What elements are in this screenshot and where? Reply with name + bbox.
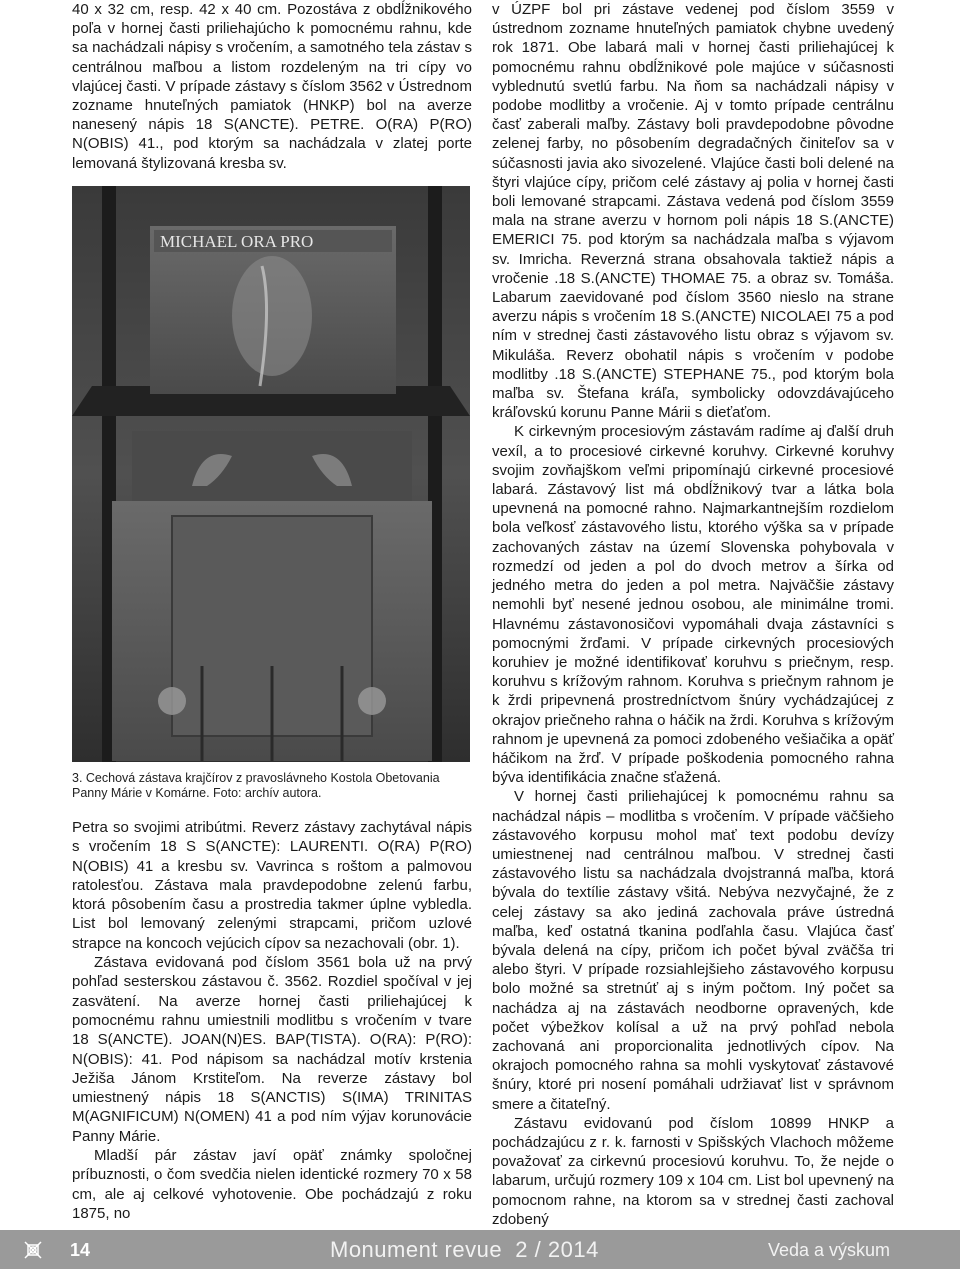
banner-photo	[72, 186, 470, 762]
ornament-icon	[22, 1239, 44, 1261]
paragraph-3561: Zástava evidovaná pod číslom 3561 bola už na prvý pohľad sesterskou zástavou č. 3562. Rozdiel spočíval v jej zasvätení. Na averze hornej časti priliehajúcej k pomocnému rahnu umiestnili modlitbu s vročením v tvare 18 S(ANCTE). JOAN(N)ES. BAP(TISTA). O(RA): P(RO): N(OBIS): 41. Pod nápisom sa nachádzal motív krstenia Ježiša Jánom Krstiteľom. Na reverze zástavy bol umiestnený nápis 18 S(ANCTIS) S(IMA) TRINITAS M(AGNIFICUM) N(OMEN) 41 a pod ním výjav korunovácie Panny Márie.	[72, 954, 472, 1145]
left-top-paragraph: 40 x 32 cm, resp. 42 x 40 cm. Pozostáva z obdĺžnikového poľa v hornej časti priliehajúcho k pomocnému rahnu, kde sa nachádzali nápisy s vročením, a samotného tela zástav s centrálnou maľbou a listom rozdeleným na tri cípy vo vlajúcej časti. V prípade zástavy s číslom 3562 v Ústrednom zozname hnuteľných pamiatok (HNKP) bol na averze nanesený nápis 18 S(ANCTE). PETRE. O(RA) P(RO) N(OBIS) 41., pod ktorým sa nachádzala v zlatej porte lemovaná štylizovaná kresba sv.	[72, 1, 472, 172]
photo-illustration	[72, 186, 470, 762]
banner-inscription: MICHAEL ORA PRO	[160, 232, 314, 251]
photo-caption: 3. Cechová zástava krajčírov z pravoslávneho Kostola Obetovania Panny Márie v Komárne. Foto: archív autora.	[72, 771, 440, 800]
section-name: Veda a výskum	[767, 1240, 890, 1260]
paragraph-mladsi-par: Mladší pár zástav javí opäť známky spoločnej príbuznosti, o čom svedčia nielen identické rozmery 70 x 58 cm, ale aj celkové vyhotovenie. Obe pochádzajú z roku 1875, no	[72, 1147, 472, 1222]
paragraph-horna-cast: V hornej časti priliehajúcej k pomocnému rahnu sa nachádzal nápis – modlitba s vročením. V prípade väčšieho zástavového korpusu mohol mať text podobu devízy umiestnenej nad centrálnou maľbou. V strednej časti zástavového listu sa nachádzala dvojstranná maľba, ktorá bývala do textílie zástavy všitá. Nebýva nezvyčajné, že z celej zástavy sa ako jediná zachovala práve ústredná maľba, keď ostatná tkanina podľahla času. Vlajúca časť bývala delená na cípy, pričom ich počet býval zväčša tri alebo štyri. V prípade rozsiahlejšieho zástavového korpusu bolo možné sa stretnúť aj s iným počtom. Iný počet sa nachádza aj na zástavách neodborne opravených, kde počet výbežkov kolísal a už na prvý pohľad nebola zachovaná ani proporcionalita jednotlivých cípov. Na okrajoch pomocného rahna sa mohli vyskytovať zástavové šnúry, ktoré pri nosení pomáhali udržiavať list v správnom smere a čitateľný.	[492, 788, 894, 1113]
paragraph-petra: Petra so svojimi atribútmi. Reverz zástavy zachytával nápis s vročením 18 S S(ANCTE): LAURENTI. O(RA) P(RO) N(OBIS) 41 a kresbu sv. Vavrinca s roštom a palmovou ratolesťou. Zástava mala pravdepodobne zelenú farbu, ktorá pôsobením času a prostredia takmer úplne vybledla. List bol lemovaný zelenými strapcami, pričom uzlové strapce na koncoch vejúcich cípov sa nezachovali (obr. 1).	[72, 819, 472, 952]
journal-title: Monument revue 2 / 2014	[330, 1237, 599, 1262]
paragraph-uzpf: v ÚZPF bol pri zástave vedenej pod číslom 3559 v ústrednom zozname hnuteľných pamiatok chybne uvedený rok 1871. Obe labará mali v hornej časti priliehajúcej k pomocnému rahnu obdĺžnikové pole majúce v súčasnosti vyblednutú svetlú farbu. Na ňom sa nachádzali nápisy v podobe modlitby a vročenie. Aj v tomto prípade centrálnu časť zaberali maľby. Zástavy boli pravdepodobne pôvodne zelenej farby, no pôsobením degradačných činiteľov sa v súčasnosti javia ako sivozelené. Vlajúce časti boli delené na štyri vlajúce cípy, pričom celé zástavy aj polia v hornej časti boli lemované strapcami. Zástava vedená pod číslom 3559 mala na strane averzu v hornom poli nápis 18 S.(ANCTE) EMERICI 75. pod ktorým sa nachádzala maľba s výjavom sv. Imricha. Reverzná strana obsahovala taktiež nápis a vročenie .18 S.(ANCTE) THOMAE 75. a obraz sv. Tomáša. Labarum zaevidované pod číslom 3560 nieslo na strane averzu nápis s vročením 18 S.(ANCTE) NICOLAEI 75 a pod ním v strednej časti zástavového listu obraz s výjavom sv. Mikuláša. Reverz obohatil nápis s vročením v podobe modlitby .18 S.(ANCTE) STEPHANE 75., pod ktorým bola maľba sv. Štefana kráľa, symbolicky odovzdávajúceho kráľovskú korunu Panne Márii s dieťaťom.	[492, 1, 894, 422]
right-column	[492, 0, 894, 1229]
left-column	[72, 0, 472, 173]
paragraph-10899: Zástavu evidovanú pod číslom 10899 HNKP a pochádzajúcu z r. k. farnosti v Spišských Vlachoch môžeme považovať za cirkevnú procesiovú koruhvu. To, že nejde o labarum, určujú rozmery 109 x 104 cm. List bol upevnený na pomocnom rahne, na ktorom sa v strednej časti zachoval zdobený	[492, 1114, 894, 1228]
page-number: 14	[70, 1240, 91, 1260]
left-lower-text	[72, 818, 472, 1223]
banner-top-field	[132, 431, 412, 501]
paragraph-koruhvy: K cirkevným procesiovým zástavám radíme aj ďalší druh vexíl, a to procesiové cirkevné koruhvy. Cirkevné koruhvy svojim zovňajškom veľmi pripomínajú cirkevné procesiové labará. Zástavový list má obdĺžnikový tvar a látka bola upevnená na pomocné rahno. Najmarkantnejším rozdielom bola veľkosť zástavového listu, ktorého výška sa v prípade zachovaných zástav na území Slovenska pohybovala v rozmedzí od jeden a pol do dvoch metrov a šírka od jedného metra do jeden a pol metra. Najväčšie zástavy nemohli byť nesené jednou osobou, ale minimálne tromi. Hlavnému zástavonosičovi vypomáhali dvaja zástavníci s pomocnými žrďami. V prípade cirkevných procesiových koruhiev je možné identifikovať koruhvu s priečnym, resp. koruhvu s krížovým rahnom. Koruhva s priečnym rahnom je k žrdi pripevnená prostredníctvom šnúry vychádzajúcej z okrajov priečneho rahna o háčik na žrdi. Koruhva s krížovým rahnom je upevnená za pomoci zdobeného vešiačika a opäť háčikom na žrď. V prípade poškodenia pomocného rahna býva identifikácia značne sťažená.	[492, 423, 894, 787]
